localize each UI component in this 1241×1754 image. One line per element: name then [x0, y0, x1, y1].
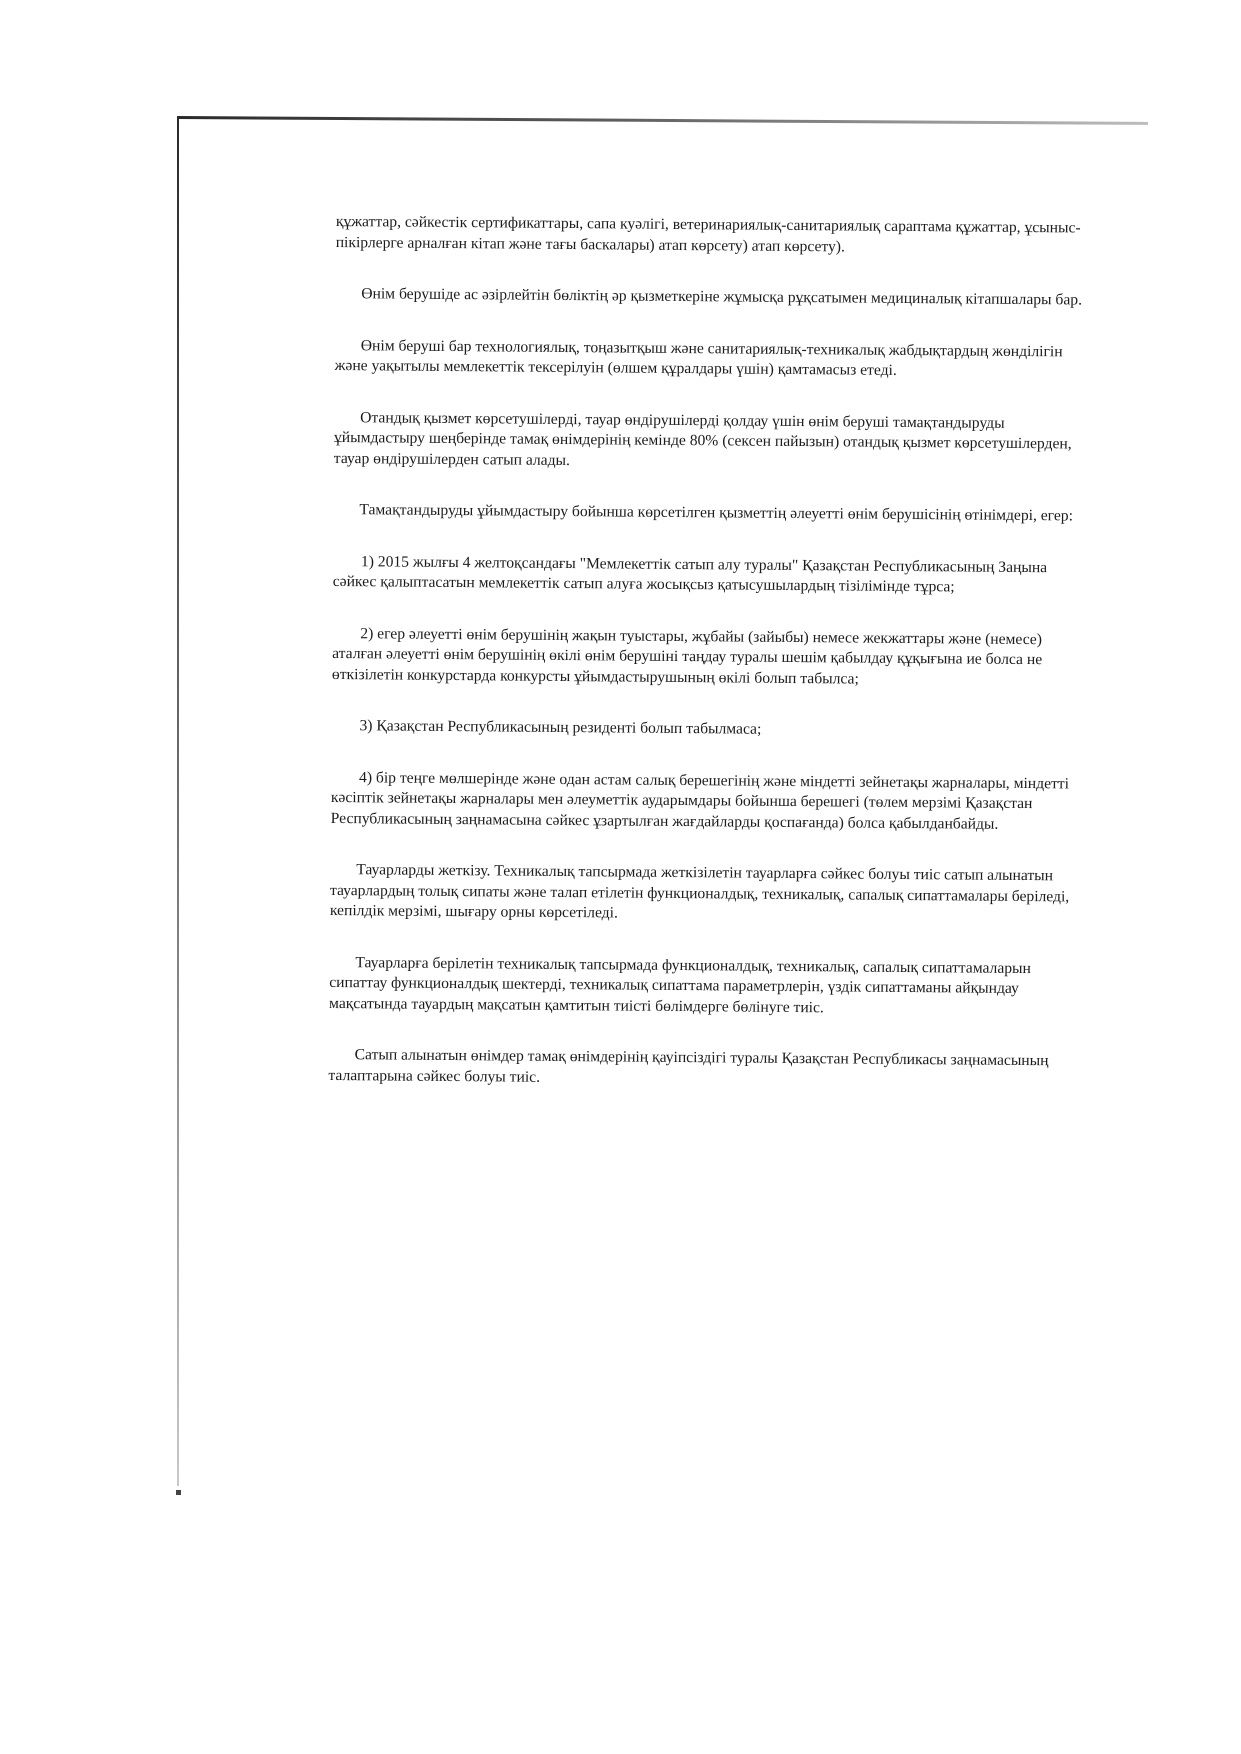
- list-item-3: 3) Қазақстан Республикасының резиденті болып табылмаса;: [359, 717, 762, 738]
- paragraph-documents: құжаттар, сәйкестік сертификаттары, сапа куәлігі, ветеринариялық-санитариялық сараптама құжаттар, ұсыныс-пікірлерге арналған кітап және тағы баскалары) атап көрсету) атап көрсету).: [335, 212, 1081, 255]
- document-body: [328, 212, 1096, 1124]
- list-item-1: 1) 2015 жылғы 4 желтоқсандағы "Мемлекеттік сатып алу туралы" Қазақстан Республикасының Заңына сәйкес қалыптасатын мемлекеттік сатып алуға жосықсыз қатысушылардың тізілімінде тұрса;: [332, 552, 1048, 596]
- list-item-2: 2) егер әлеуетті өнім берушінің жақын туыстары, жұбайы (зайыбы) немесе жекжаттары және (немесе) аталған әлеуетті өнім берушінің өкілі өнім берушіні таңдау туралы шешім қабылдау құқығына ие болса не өткізілетін конкурстарда конкурсты ұйымдастырушының өкілі болып табылса;: [331, 624, 1043, 688]
- paragraph-medical-books: Өнім берушіде ас әзірлейтін бөліктің әр қызметкеріне жұмысқа рұқсатымен медициналық кітапшалары бар.: [361, 285, 1083, 309]
- scan-artifact-dot: [176, 1490, 181, 1495]
- sheet-top-edge: [178, 116, 1148, 125]
- sheet-left-edge: [177, 116, 179, 1486]
- list-item-4: 4) бір теңге мөлшерінде және одан астам салық берешегінің және міндетті зейнетақы жарналары, міндетті кәсіптік зейнетақы жарналары мен әлеуметтік аударымдары бойынша берешегі (төлем мерзімі Қазақстан Республикасының заңнамасына сәйкес ұзартылған жағдайларды қоспағанда) болса қабылданбайды.: [330, 768, 1070, 833]
- paragraph-domestic-suppliers: Отандық қызмет көрсетушілерді, тауар өндірушілерді қолдау үшін өнім беруші тамақтандыруды ұйымдастыру шеңберінде тамақ өнімдерінің кемінде 80% (сексен пайызын) отандық қызмет көрсетушілерден, тауар өндірушілерден сатып алады.: [333, 408, 1072, 469]
- paragraph-goods-delivery: Тауарларды жеткізу. Техникалық тапсырмада жеткізілетін тауарларға сәйкес болуы тиіс сатып алынатын тауарлардың толық сипаты және талап етілетін функционалдық, техникалық, сапалық сипаттамалары беріледі, кепілдік мерзімі, шығару орны көрсетіледі.: [329, 861, 1070, 922]
- paragraph-food-safety: Сатып алынатын өнімдер тамақ өнімдерінің қауіпсіздігі туралы Қазақстан Республикасы заңнамасының талаптарына сәйкес болуы тиіс.: [328, 1046, 1049, 1086]
- paragraph-technical-specification: Тауарларға берілетін техникалық тапсырмада функционалдық, техникалық, сапалық сипаттамаларын сипаттау функционалдық шектерді, техникалық сипаттама параметрлерін, үздік сипаттаманы айқындау мақсатында тауардың мақсатын қамтитын тиісті бөлімдерге бөлінуге тиіс.: [329, 953, 1031, 1016]
- paragraph-applications-rejected: Тамақтандыруды ұйымдастыру бойынша көрсетілген қызметтің әлеуетті өнім берушісінің өтінімдері, егер:: [359, 501, 1074, 525]
- paragraph-equipment: Өнім беруші бар технологиялық, тоңазытқыш және санитариялық-техникалық жабдықтардың жөнділігін және уақытылы мемлекеттік тексерілуін (өлшем құралдары үшін) қамтамасыз етеді.: [334, 336, 1063, 379]
